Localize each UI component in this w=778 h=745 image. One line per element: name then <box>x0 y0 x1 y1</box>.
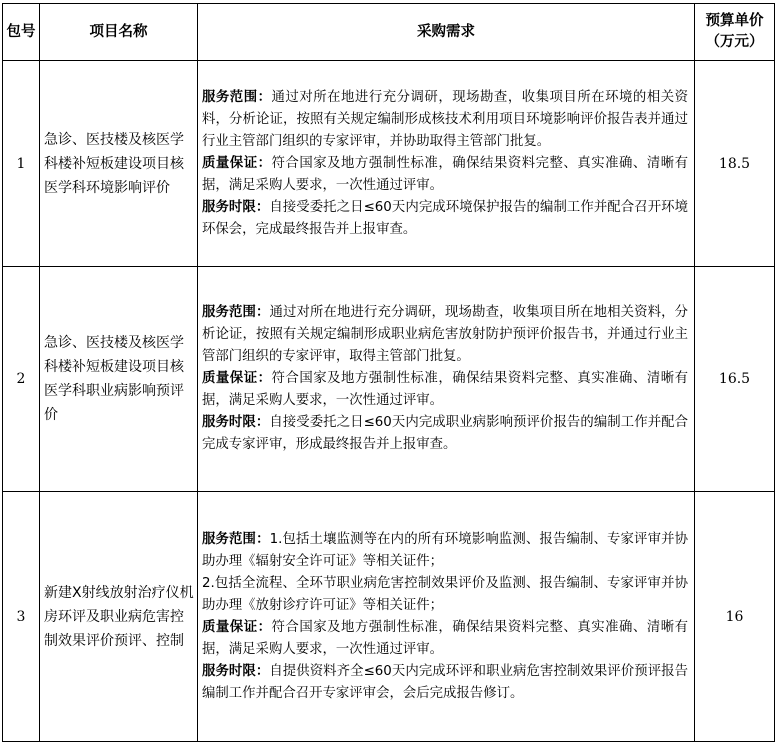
project-name: 急诊、医技楼及核医学科楼补短板建设项目核医学科职业病影响预评价 <box>40 267 198 492</box>
quality-text: 符合国家及地方强制性标准，确保结果资料完整、真实准确、清晰有据，满足采购人要求，一次性通过评审。 <box>202 155 689 193</box>
time-text: 自接受委托之日≤60天内完成环境保护报告的编制工作并配合召开环境环保会，完成最终报告并上报审查。 <box>202 199 689 237</box>
requirements-cell <box>198 492 695 742</box>
quality-label: 质量保证： <box>202 155 272 171</box>
header-project-name: 项目名称 <box>40 4 198 61</box>
service-time-limit <box>202 661 688 705</box>
budget-value: 16.5 <box>695 267 775 492</box>
quality-assurance <box>202 153 688 197</box>
time-text: 自接受委托之日≤60天内完成职业病影响预评价报告的编制工作并配合完成专家评审，形成最终报告并上报审查。 <box>202 415 689 452</box>
service-scope-label: 服务范围： <box>202 89 272 105</box>
service-scope <box>202 87 688 153</box>
header-budget-line2: （万元） <box>705 34 764 50</box>
package-number: 3 <box>3 492 40 742</box>
quality-assurance <box>202 368 688 412</box>
service-scope-text: 通过对所在地进行充分调研，现场勘查，收集项目所在环境的相关资料，分析论证，按照有关规定编制形成核技术利用项目环境影响评价报告表并通过行业主管部门组织的专家评审，并协助取得主管部门批复。 <box>202 89 689 149</box>
table-row <box>3 61 775 267</box>
service-time-limit <box>202 412 688 456</box>
time-label: 服务时限： <box>202 663 270 679</box>
requirements-cell <box>198 267 695 492</box>
service-scope <box>202 302 688 368</box>
header-row <box>3 4 775 61</box>
service-time-limit <box>202 197 688 241</box>
budget-value: 16 <box>695 492 775 742</box>
header-requirements: 采购需求 <box>198 4 695 61</box>
header-budget <box>695 4 775 61</box>
service-scope-text-2: 2.包括全流程、全环节职业病危害控制效果评价及监测、报告编制、专家评审并协助办理《放射诊疗许可证》等相关证件； <box>202 575 688 613</box>
quality-label: 质量保证： <box>202 619 272 635</box>
service-scope-label: 服务范围： <box>202 531 270 547</box>
package-number: 2 <box>3 267 40 492</box>
time-text: 自提供资料齐全≤60天内完成环评和职业病危害控制效果评价预评报告编制工作并配合召开专家评审会，会后完成报告修订。 <box>202 663 689 701</box>
quality-text: 符合国家及地方强制性标准，确保结果资料完整、真实准确、清晰有据，满足采购人要求，一次性通过评审。 <box>202 371 689 408</box>
header-budget-line1: 预算单价 <box>705 13 764 29</box>
service-scope <box>202 529 688 573</box>
time-label: 服务时限： <box>202 199 270 215</box>
package-number: 1 <box>3 61 40 267</box>
service-scope-label: 服务范围： <box>202 305 270 320</box>
header-package-no: 包号 <box>3 4 40 61</box>
service-scope-item-2 <box>202 573 688 617</box>
requirements-cell <box>198 61 695 267</box>
table-row <box>3 492 775 742</box>
service-scope-text-1: 1.包括土壤监测等在内的所有环境影响监测、报告编制、专家评审并协助办理《辐射安全许可证》等相关证件； <box>202 531 688 569</box>
procurement-table <box>2 3 775 742</box>
quality-text: 符合国家及地方强制性标准，确保结果资料完整、真实准确、清晰有据，满足采购人要求，一次性通过评审。 <box>202 619 689 657</box>
time-label: 服务时限： <box>202 415 270 430</box>
quality-label: 质量保证： <box>202 371 272 386</box>
project-name: 急诊、医技楼及核医学科楼补短板建设项目核医学科环境影响评价 <box>40 61 198 267</box>
table-row <box>3 267 775 492</box>
quality-assurance <box>202 617 688 661</box>
budget-value: 18.5 <box>695 61 775 267</box>
service-scope-text: 通过对所在地进行充分调研，现场勘查，收集项目所在地相关资料，分析论证，按照有关规定编制形成职业病危害放射防护预评价报告书，并通过行业主管部门组织的专家评审，取得主管部门批复。 <box>202 305 688 364</box>
project-name: 新建X射线放射治疗仪机房环评及职业病危害控制效果评价预评、控制 <box>40 492 198 742</box>
